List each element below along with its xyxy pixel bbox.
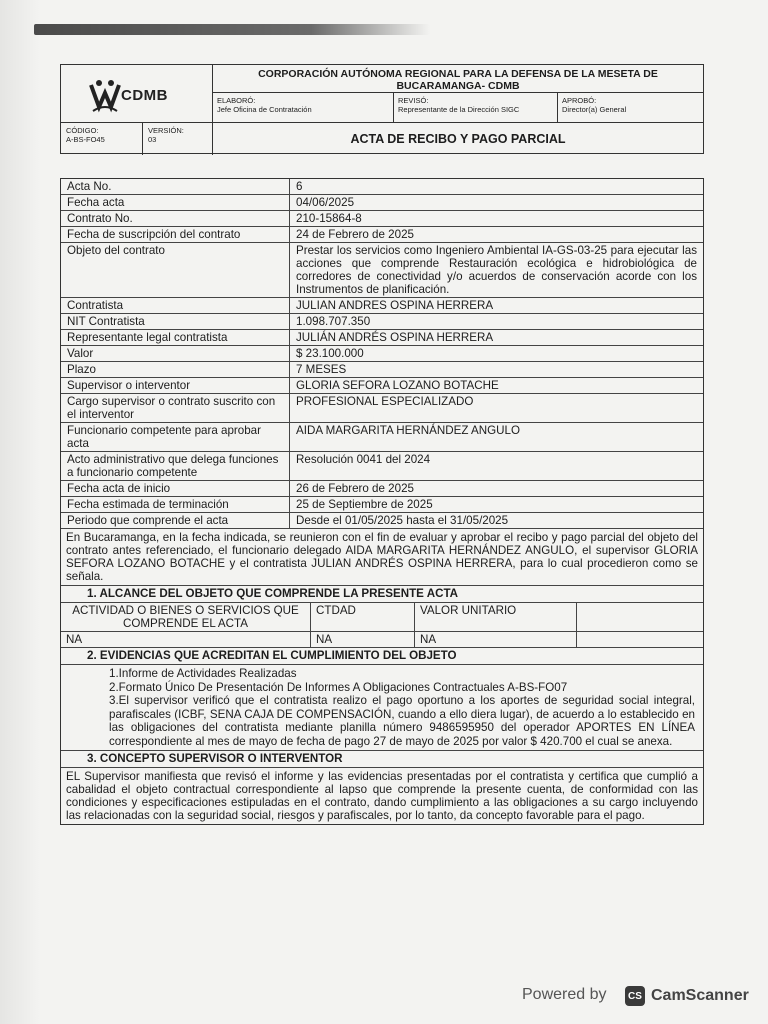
- aprobo-label: APROBÓ:: [562, 96, 597, 105]
- field-value: Resolución 0041 del 2024: [296, 453, 431, 466]
- field-row: [61, 497, 703, 513]
- field-value: Desde el 01/05/2025 hasta el 31/05/2025: [296, 514, 509, 527]
- field-label: Plazo: [61, 362, 290, 377]
- field-row: [61, 481, 703, 497]
- elaboro-value: Jefe Oficina de Contratación: [217, 105, 312, 114]
- version-cell: [143, 123, 213, 155]
- field-value: 25 de Septiembre de 2025: [296, 498, 433, 511]
- scan-edge-bar: [34, 24, 430, 35]
- field-row: [61, 330, 703, 346]
- reviso-label: REVISÓ:: [398, 96, 429, 105]
- field-label: Cargo supervisor o contrato suscrito con el interventor: [61, 394, 290, 422]
- aprobo-value: Director(a) General: [562, 105, 627, 114]
- field-label: Fecha estimada de terminación: [61, 497, 290, 512]
- scope-col-extra: [577, 603, 703, 631]
- field-row: [61, 195, 703, 211]
- field-label: Funcionario competente para aprobar acta: [61, 423, 290, 451]
- field-row: [61, 314, 703, 330]
- field-row: [61, 452, 703, 481]
- section-3-title: 3. CONCEPTO SUPERVISOR O INTERVENTOR: [61, 751, 703, 768]
- field-label: Periodo que comprende el acta: [61, 513, 290, 528]
- field-label: Representante legal contratista: [61, 330, 290, 345]
- acta-form: [60, 178, 704, 825]
- evidence-list: [61, 665, 703, 751]
- elaboro-cell: [213, 93, 394, 123]
- field-value: AIDA MARGARITA HERNÁNDEZ ANGULO: [296, 424, 520, 437]
- supervisor-concept: EL Supervisor manifiesta que revisó el informe y las evidencias presentadas por el contratista y certifica que cumplió a cabalidad el objeto contractual correspondiente al lapso que comprende la presente cuenta, de conformidad con las condiciones y especificaciones estipuladas en el contrato, dando cumplimiento a las obligaciones a su cargo incluyendo las relacionadas con la seguridad social, riesgos y parafiscales, por lo tanto, da concepto favorable para el pago.: [66, 770, 698, 822]
- field-value: 210-15864-8: [296, 212, 362, 225]
- reviso-cell: [394, 93, 558, 123]
- field-row: [61, 513, 703, 529]
- organization-name: CORPORACIÓN AUTÓNOMA REGIONAL PARA LA DEFENSA DE LA MESETA DE BUCARAMANGA- CDMB: [213, 65, 703, 93]
- field-value: 1.098.707.350: [296, 315, 371, 328]
- field-value: $ 23.100.000: [296, 347, 364, 360]
- field-row: [61, 423, 703, 452]
- scope-table-row: [61, 632, 703, 648]
- field-label: Acto administrativo que delega funciones a funcionario competente: [61, 452, 290, 480]
- field-value: 7 MESES: [296, 363, 347, 376]
- field-value: PROFESIONAL ESPECIALIZADO: [296, 395, 474, 408]
- field-label: Objeto del contrato: [61, 243, 290, 297]
- field-label: Acta No.: [61, 179, 290, 194]
- field-label: Fecha acta de inicio: [61, 481, 290, 496]
- powered-by-label: Powered by: [522, 986, 607, 1003]
- version-label: VERSIÓN:: [148, 126, 184, 135]
- fields-table: [61, 179, 703, 529]
- field-row: [61, 211, 703, 227]
- field-label: Fecha de suscripción del contrato: [61, 227, 290, 242]
- field-value: JULIÁN ANDRÉS OSPINA HERRERA: [296, 331, 494, 344]
- scope-cell-extra: [577, 632, 703, 647]
- field-row: [61, 346, 703, 362]
- codigo-cell: [61, 123, 143, 155]
- field-row: [61, 179, 703, 195]
- camscanner-name: CamScanner: [651, 987, 749, 1004]
- scope-table-header: [61, 603, 703, 632]
- scan-shadow: [0, 0, 40, 1024]
- scope-col-unit-value: VALOR UNITARIO: [415, 603, 577, 631]
- field-row: [61, 362, 703, 378]
- field-row: [61, 298, 703, 314]
- field-label: Contratista: [61, 298, 290, 313]
- logo-cell: [61, 65, 213, 123]
- field-label: Fecha acta: [61, 195, 290, 210]
- field-value: 24 de Febrero de 2025: [296, 228, 414, 241]
- version-value: 03: [148, 135, 157, 144]
- evidence-item: 2.Formato Único De Presentación De Informes A Obligaciones Contractuales A-BS-FO07: [109, 680, 568, 694]
- field-label: Contrato No.: [61, 211, 290, 226]
- section-1-title: 1. ALCANCE DEL OBJETO QUE COMPRENDE LA PRESENTE ACTA: [61, 586, 703, 603]
- camscanner-icon: CS: [625, 986, 645, 1006]
- field-value: GLORIA SEFORA LOZANO BOTACHE: [296, 379, 499, 392]
- field-value: 6: [296, 180, 303, 193]
- scope-cell-qty: NA: [311, 632, 415, 647]
- field-row: [61, 227, 703, 243]
- logo-text: CDMB: [121, 87, 168, 104]
- codigo-label: CÓDIGO:: [66, 126, 99, 135]
- field-value: 04/06/2025: [296, 196, 355, 209]
- scope-col-activity: ACTIVIDAD O BIENES O SERVICIOS QUE COMPRENDE EL ACTA: [61, 603, 311, 631]
- evidence-item: 3.El supervisor verificó que el contratista realizo el pago oportuno a los aportes de seguridad social integral, parafiscales (ICBF, SENA CAJA DE COMPENSACIÓN, cuando a ello diera lugar), de acuerdo a lo establecido en las obligaciones del contratista mediante planilla número 9486595950 del operador APORTES EN LÍNEA correspondiente al mes de mayo de fecha de pago 27 de mayo de 2025 por valor $ 420.700 el cual se anexa.: [109, 694, 695, 748]
- field-label: NIT Contratista: [61, 314, 290, 329]
- document-title: ACTA DE RECIBO Y PAGO PARCIAL: [350, 132, 566, 146]
- field-label: Supervisor o interventor: [61, 378, 290, 393]
- scope-cell-unit-value: NA: [415, 632, 577, 647]
- evidence-item: 1.Informe de Actividades Realizadas: [109, 667, 297, 680]
- cdmb-logo-icon: [89, 77, 121, 113]
- scope-col-qty: CTDAD: [311, 603, 415, 631]
- elaboro-label: ELABORÓ:: [217, 96, 256, 105]
- field-value: JULIAN ANDRES OSPINA HERRERA: [296, 299, 494, 312]
- section-2-title: 2. EVIDENCIAS QUE ACREDITAN EL CUMPLIMIENTO DEL OBJETO: [61, 648, 703, 665]
- document-header: [60, 64, 704, 154]
- field-row: [61, 394, 703, 423]
- field-value: Prestar los servicios como Ingeniero Ambiental IA-GS-03-25 para ejecutar las acciones que comprende Restauración ecológica e hidrobiológica de corredores de conectividad y/o acuerdos de conservación acorde con los Instrumentos de planificación.: [296, 244, 697, 296]
- camscanner-brand: [625, 984, 749, 1008]
- scope-cell-activity: NA: [61, 632, 311, 647]
- field-value: 26 de Febrero de 2025: [296, 482, 414, 495]
- intro-paragraph: En Bucaramanga, en la fecha indicada, se reunieron con el fin de evaluar y aprobar el recibo y pago parcial del objeto del contrato antes referenciado, el funcionario delegado AIDA MARGARITA HERNÁNDEZ ANGULO, el supervisor GLORIA SEFORA LOZANO BOTACHE y el contratista JULIAN ANDRÉS OSPINA HERRERA, para lo cual procedieron como se señala.: [61, 529, 703, 586]
- field-label: Valor: [61, 346, 290, 361]
- reviso-value: Representante de la Dirección SIGC: [398, 105, 520, 114]
- field-row: [61, 243, 703, 298]
- field-row: [61, 378, 703, 394]
- aprobo-cell: [558, 93, 703, 123]
- codigo-value: A-BS-FO45: [66, 135, 105, 144]
